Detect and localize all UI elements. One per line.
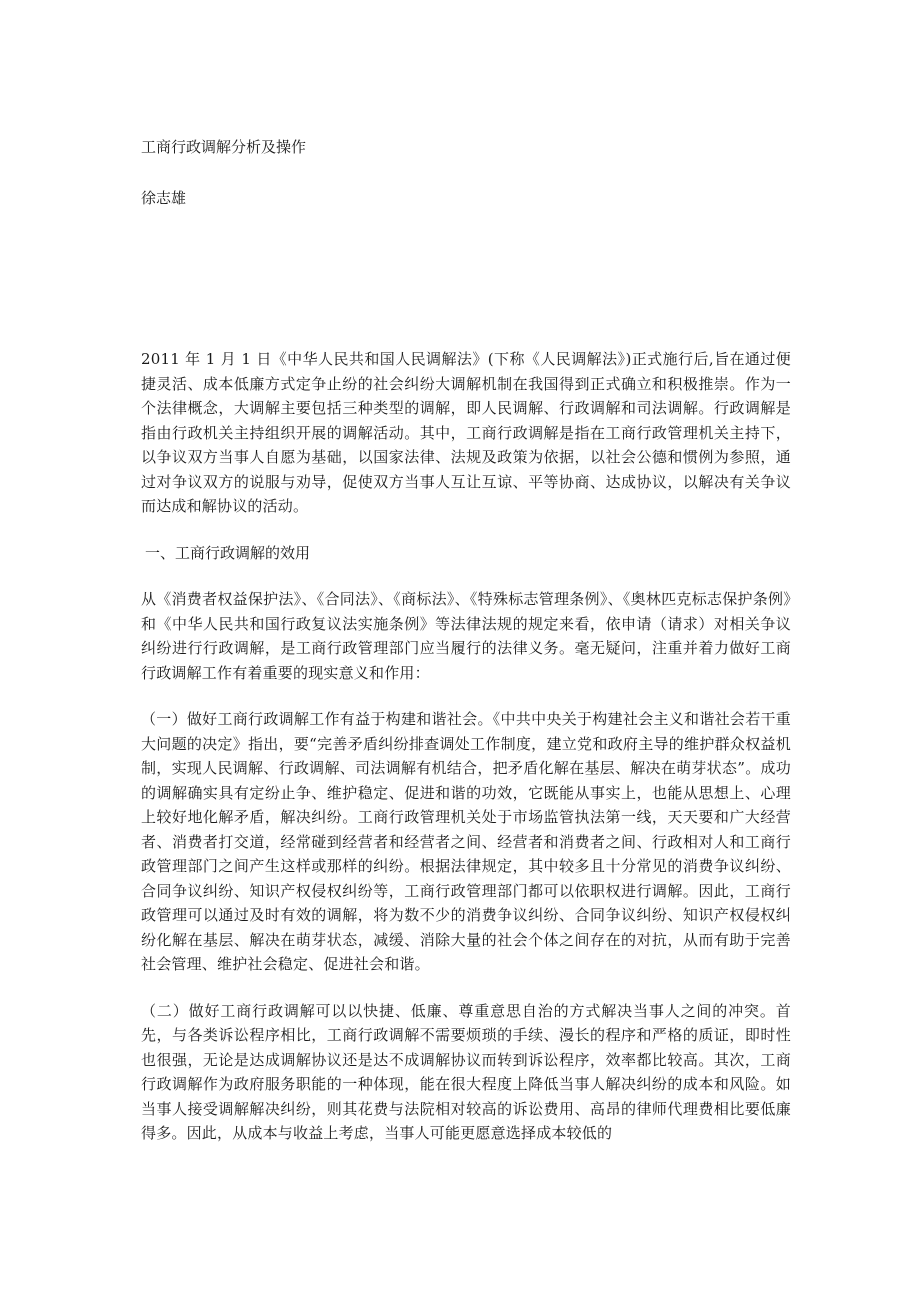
document-title: 工商行政调解分析及操作 (141, 138, 307, 156)
document-author: 徐志雄 (141, 189, 187, 207)
paragraph-legal-basis: 从《消费者权益保护法》、《合同法》、《商标法》、《特殊标志管理条例》、《奥林匹克标志保护条例》和《中华人民共和国行政复议法实施条例》等法律法规的规定来看，依申请（请求）对相关争议纠纷进行行政调解，是工商行政管理部门应当履行的法律义务。毫无疑问，注重并着力做好工商行政调解工作有着重要的现实意义和作用： (141, 590, 791, 682)
paragraph-intro: 2011 年 1 月 1 日《中华人民共和国人民调解法》(下称《人民调解法》)正式施行后,旨在通过便捷灵活、成本低廉方式定争止纷的社会纠纷大调解机制在我国得到正式确立和积极推崇。作为一个法律概念，大调解主要包括三种类型的调解，即人民调解、行政调解和司法调解。行政调解是指由行政机关主持组织开展的调解活动。其中，工商行政调解是指在工商行政管理机关主持下，以争议双方当事人自愿为基础，以国家法律、法规及政策为依据，以社会公德和惯例为参照，通过对争议双方的说服与劝导，促使双方当事人互让互谅、平等协商、达成协议，以解决有关争议而达成和解协议的活动。 (141, 350, 791, 515)
document-body (141, 347, 791, 1168)
paragraph-point-2: （二）做好工商行政调解可以以快捷、低廉、尊重意思自治的方式解决当事人之间的冲突。首先，与各类诉讼程序相比，工商行政调解不需要烦琐的手续、漫长的程序和严格的质证，即时性也很强，无论是达成调解协议还是达不成调解协议而转到诉讼程序，效率都比较高。其次，工商行政调解作为政府服务职能的一种体现，能在很大程度上降低当事人解决纠纷的成本和风险。如当事人接受调解解决纠纷，则其花费与法院相对较高的诉讼费用、高昂的律师代理费相比要低廉得多。因此，从成本与收益上考虑，当事人可能更愿意选择成本较低的 (141, 1001, 791, 1142)
paragraph-point-1: （一）做好工商行政调解工作有益于构建和谐社会。《中共中央关于构建社会主义和谐社会若干重大问题的决定》指出，要“完善矛盾纠纷排查调处工作制度，建立党和政府主导的维护群众权益机制，实现人民调解、行政调解、司法调解有机结合，把矛盾化解在基层、解决在萌芽状态”。成功的调解确实具有定纷止争、维护稳定、促进和谐的功效，它既能从事实上，也能从思想上、心理上较好地化解矛盾，解决纠纷。工商行政管理机关处于市场监管执法第一线，天天要和广大经营者、消费者打交道，经常碰到经营者和经营者之间、经营者和消费者之间、行政相对人和工商行政管理部门之间产生这样或那样的纠纷。根据法律规定，其中较多且十分常见的消费争议纠纷、合同争议纠纷、知识产权侵权纠纷等，工商行政管理部门都可以依职权进行调解。因此，工商行政管理可以通过及时有效的调解，将为数不少的消费争议纠纷、合同争议纠纷、知识产权侵权纠纷化解在基层、解决在萌芽状态，减缓、消除大量的社会个体之间存在的对抗，从而有助于完善社会管理、维护社会稳定、促进社会和谐。 (141, 710, 791, 973)
section-heading-1: 一、工商行政调解的效用 (145, 543, 311, 562)
